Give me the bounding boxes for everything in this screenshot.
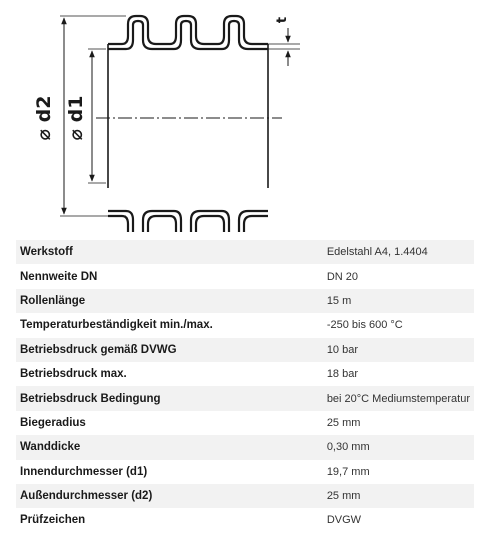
spec-row-betriebsdruck-bedingung — [16, 386, 474, 410]
specifications-table — [16, 240, 474, 533]
spec-key: Wanddicke — [20, 441, 81, 454]
spec-row-pruefzeichen — [16, 508, 474, 532]
spec-value: 25 mm — [326, 490, 361, 503]
spec-key: Nennweite DN — [20, 270, 98, 283]
spec-row-temperatur — [16, 313, 474, 337]
spec-value: DN 20 — [326, 270, 358, 283]
spec-row-rollenlaenge — [16, 289, 474, 313]
spec-row-werkstoff — [16, 240, 474, 264]
spec-value: 0,30 mm — [326, 441, 370, 454]
spec-value: -250 bis 600 °C — [326, 319, 403, 332]
spec-value: Edelstahl A4, 1.4404 — [326, 246, 428, 259]
spec-value: 18 bar — [326, 368, 359, 381]
d2-label: ⌀ d2 — [33, 95, 55, 141]
spec-value: 15 m — [326, 294, 352, 307]
spec-row-wanddicke — [16, 435, 474, 459]
spec-key: Betriebsdruck Bedingung — [20, 392, 161, 405]
spec-value: DVGW — [326, 514, 362, 527]
spec-key: Biegeradius — [20, 416, 86, 429]
spec-key: Außendurchmesser (d2) — [20, 490, 153, 503]
spec-key: Betriebsdruck max. — [20, 368, 127, 381]
spec-key: Prüfzeichen — [20, 514, 86, 527]
spec-key: Temperaturbeständigkeit min./max. — [20, 319, 213, 332]
spec-row-biegeradius — [16, 411, 474, 435]
spec-row-nennweite — [16, 264, 474, 288]
spec-row-betriebsdruck-max — [16, 362, 474, 386]
spec-value: 10 bar — [326, 343, 359, 356]
t-label: t — [275, 16, 290, 24]
hose-cross-section-svg — [0, 0, 480, 232]
spec-key: Innendurchmesser (d1) — [20, 465, 148, 478]
spec-value: 19,7 mm — [326, 465, 370, 478]
spec-row-aussendurchmesser — [16, 484, 474, 508]
d1-label: ⌀ d1 — [65, 95, 87, 141]
spec-row-innendurchmesser — [16, 460, 474, 484]
spec-key: Rollenlänge — [20, 294, 86, 307]
spec-key: Betriebsdruck gemäß DVWG — [20, 343, 177, 356]
spec-value: bei 20°C Mediumstemperatur — [326, 392, 470, 405]
spec-value: 25 mm — [326, 416, 361, 429]
spec-key: Werkstoff — [20, 246, 73, 259]
hose-cross-section-drawing — [0, 0, 480, 232]
spec-row-betriebsdruck-dvwg — [16, 338, 474, 362]
